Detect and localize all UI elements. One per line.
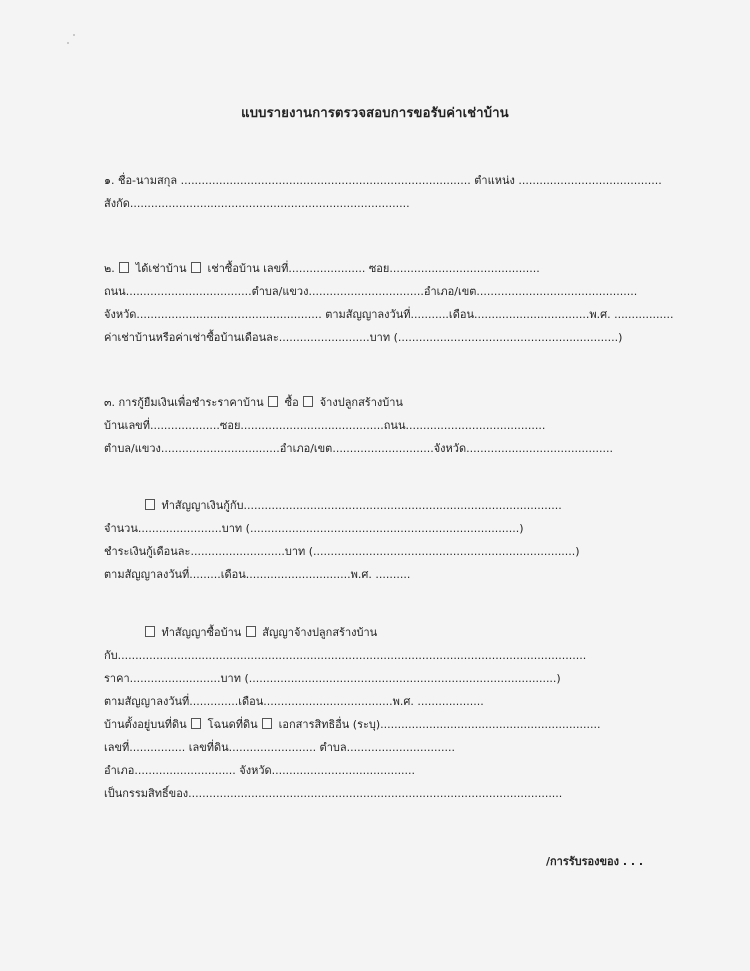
continued-footer: /การรับรองของ . . .: [546, 855, 644, 868]
monthly-rent-line[interactable]: ค่าเช่าบ้านหรือค่าเช่าซื้อบ้านเดือนละ..........................บาท (...............................................................): [104, 331, 623, 344]
build-contract-checkbox[interactable]: [246, 626, 256, 637]
name-position-line: [104, 174, 662, 188]
rent-type-line: ๒. ได้เช่าบ้าน เช่าซื้อบ้าน เลขที่...................... ซอย...........................................: [104, 262, 540, 275]
hire-purchase-checkbox[interactable]: [191, 262, 201, 273]
position-field[interactable]: ตำแหน่ง .........................................: [470, 174, 662, 187]
name-field[interactable]: ๑. ชื่อ-นามสกุล ...................................................................................: [104, 174, 471, 187]
loan-contract-date-field[interactable]: ตามสัญญาลงวันที่.........เดือน..............................พ.ศ. ..........: [104, 568, 411, 581]
land-district-field[interactable]: อำเภอ............................. จังหวัด.........................................: [104, 764, 416, 777]
address-line[interactable]: ถนน....................................ตำบล/แขวง.................................อำเภอ/เขต..............................................: [104, 285, 638, 298]
buy-checkbox[interactable]: [268, 396, 278, 407]
purchase-contract-checkbox[interactable]: [145, 626, 155, 637]
loan-district-line[interactable]: ตำบล/แขวง..................................อำเภอ/เขต.............................จังหวัด..........................................: [104, 442, 613, 455]
build-checkbox[interactable]: [303, 396, 313, 407]
loan-address-line[interactable]: บ้านเลขที่....................ซอย.........................................ถนน........................................: [104, 419, 546, 432]
loan-contract-line: [144, 499, 562, 513]
loan-contract-checkbox[interactable]: [145, 499, 155, 510]
land-document-line: บ้านตั้งอยู่บนที่ดิน โฉนดที่ดิน เอกสารสิทธิอื่น (ระบุ)...............................................................: [104, 718, 601, 731]
price-field[interactable]: ราคา..........................บาท (........................................................................................): [104, 672, 561, 685]
affiliation-field[interactable]: สังกัด................................................................................: [104, 197, 410, 210]
loan-amount-field[interactable]: จำนวน........................บาท (.............................................................................): [104, 522, 524, 535]
loan-monthly-field[interactable]: ชำระเงินกู้เดือนละ...........................บาท (...........................................................................): [104, 545, 580, 558]
land-number-field[interactable]: เลขที่................ เลขที่ดิน......................... ตำบล...............................: [104, 741, 455, 754]
title-deed-checkbox[interactable]: [191, 718, 201, 729]
province-contract-line[interactable]: จังหวัด..................................................... ตามสัญญาลงวันที่...........เดือน.................................พ.ศ. .................: [104, 308, 674, 321]
scan-speck: [73, 34, 75, 36]
page-title: แบบรายงานการตรวจสอบการขอรับค่าเช่าบ้าน: [241, 106, 509, 121]
other-document-field[interactable]: เอกสารสิทธิอื่น (ระบุ)...............................................................: [275, 718, 601, 731]
scan-speck: [67, 42, 69, 44]
purchase-contract-line: ทำสัญญาซื้อบ้าน สัญญาจ้างปลูกสร้างบ้าน: [144, 626, 377, 640]
house-number-field[interactable]: เช่าซื้อบ้าน เลขที่...................... ซอย...........................................: [204, 262, 540, 275]
loan-purpose-line: ๓. การกู้ยืมเงินเพื่อชำระราคาบ้าน ซื้อ จ้างปลูกสร้างบ้าน: [104, 396, 403, 409]
ownership-field[interactable]: เป็นกรรมสิทธิ์ของ...........................................................................................................: [104, 787, 563, 800]
contract-party-field[interactable]: กับ......................................................................................................................................: [104, 649, 587, 662]
rent-checkbox[interactable]: [119, 262, 129, 273]
lender-field[interactable]: ทำสัญญาเงินกู้กับ...........................................................................................: [158, 499, 562, 512]
purchase-date-field[interactable]: ตามสัญญาลงวันที่..............เดือน.....................................พ.ศ. ...................: [104, 695, 484, 708]
other-document-checkbox[interactable]: [262, 718, 272, 729]
